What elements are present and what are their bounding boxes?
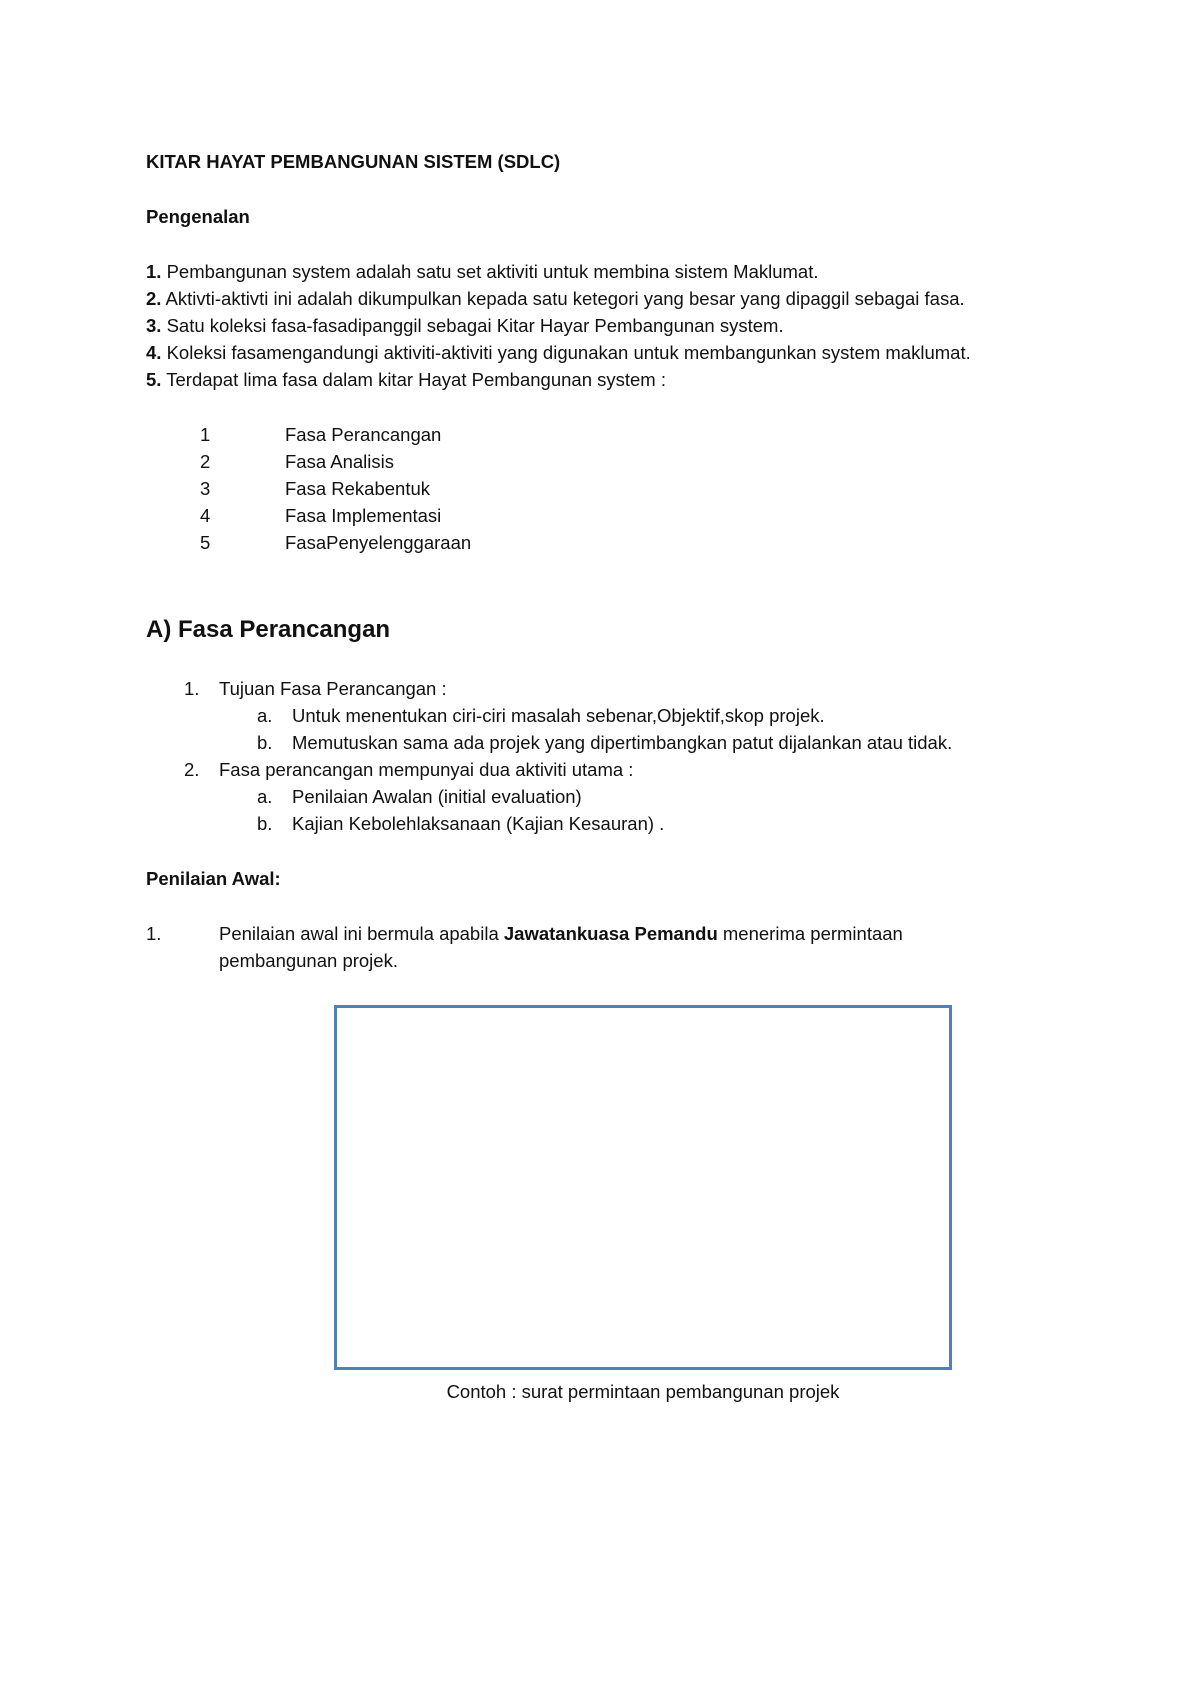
phase-name: Fasa Rekabentuk <box>285 478 431 499</box>
penilaian-item-text <box>219 922 903 946</box>
intro-item-2 <box>146 287 965 311</box>
intro-item-text: Pembangunan system adalah satu set aktiviti untuk membina sistem Maklumat. <box>161 261 819 282</box>
figure-frame <box>334 1005 952 1370</box>
intro-item-text: Aktivti-aktivti ini adalah dikumpulkan kepada satu ketegori yang besar yang dipaggil sebagai fasa. <box>161 288 965 309</box>
phase-name: Fasa Implementasi <box>285 505 442 526</box>
phase-number: 3 <box>200 478 211 499</box>
penilaian-text-before: Penilaian awal ini bermula apabila <box>219 923 504 944</box>
phase-name: Fasa Analisis <box>285 451 394 472</box>
section-a-sub-letter: b. <box>257 732 273 753</box>
penilaian-text-after: menerima permintaan <box>717 923 903 944</box>
intro-item-text: Satu koleksi fasa-fasadipanggil sebagai Kitar Hayar Pembangunan system. <box>161 315 784 336</box>
section-a-item-text: Tujuan Fasa Perancangan : <box>219 678 447 699</box>
penilaian-item-number: 1. <box>146 923 162 944</box>
penilaian-text-bold: Jawatankuasa Pemandu <box>503 923 718 944</box>
section-a-sub-text: Kajian Kebolehlaksanaan (Kajian Kesauran) . <box>292 813 665 834</box>
intro-item-5 <box>146 368 666 392</box>
phase-number: 1 <box>200 424 211 445</box>
intro-item-text: Koleksi fasamengandungi aktiviti-aktiviti yang digunakan untuk membangunkan system maklumat. <box>161 342 971 363</box>
penilaian-heading: Penilaian Awal: <box>146 868 281 889</box>
phase-number: 4 <box>200 505 211 526</box>
section-a-sub-text: Memutuskan sama ada projek yang dipertimbangkan patut dijalankan atau tidak. <box>292 732 953 753</box>
phase-name: FasaPenyelenggaraan <box>285 532 472 553</box>
section-a-item-text: Fasa perancangan mempunyai dua aktiviti utama : <box>219 759 634 780</box>
intro-item-number: 4. <box>146 342 162 363</box>
section-a-sub-letter: a. <box>257 705 273 726</box>
section-a-sub-text: Untuk menentukan ciri-ciri masalah sebenar,Objektif,skop projek. <box>292 705 825 726</box>
section-a-item-number: 1. <box>184 678 200 699</box>
intro-item-number: 1. <box>146 261 162 282</box>
intro-item-number: 3. <box>146 315 162 336</box>
section-a-sub-text: Penilaian Awalan (initial evaluation) <box>292 786 582 807</box>
intro-item-text: Terdapat lima fasa dalam kitar Hayat Pembangunan system : <box>161 369 666 390</box>
intro-item-number: 5. <box>146 369 162 390</box>
section-a-sub-letter: b. <box>257 813 273 834</box>
intro-item-4 <box>146 341 971 365</box>
intro-item-1 <box>146 260 819 284</box>
penilaian-item-text-line2: pembangunan projek. <box>219 950 398 971</box>
intro-heading: Pengenalan <box>146 206 250 227</box>
phase-number: 5 <box>200 532 211 553</box>
intro-item-3 <box>146 314 784 338</box>
section-a-heading: A) Fasa Perancangan <box>146 616 391 643</box>
phase-name: Fasa Perancangan <box>285 424 442 445</box>
section-a-sub-letter: a. <box>257 786 273 807</box>
intro-item-number: 2. <box>146 288 162 309</box>
figure-caption: Contoh : surat permintaan pembangunan projek <box>446 1381 840 1402</box>
section-a-item-number: 2. <box>184 759 200 780</box>
phase-number: 2 <box>200 451 211 472</box>
document-title: KITAR HAYAT PEMBANGUNAN SISTEM (SDLC) <box>146 151 561 172</box>
